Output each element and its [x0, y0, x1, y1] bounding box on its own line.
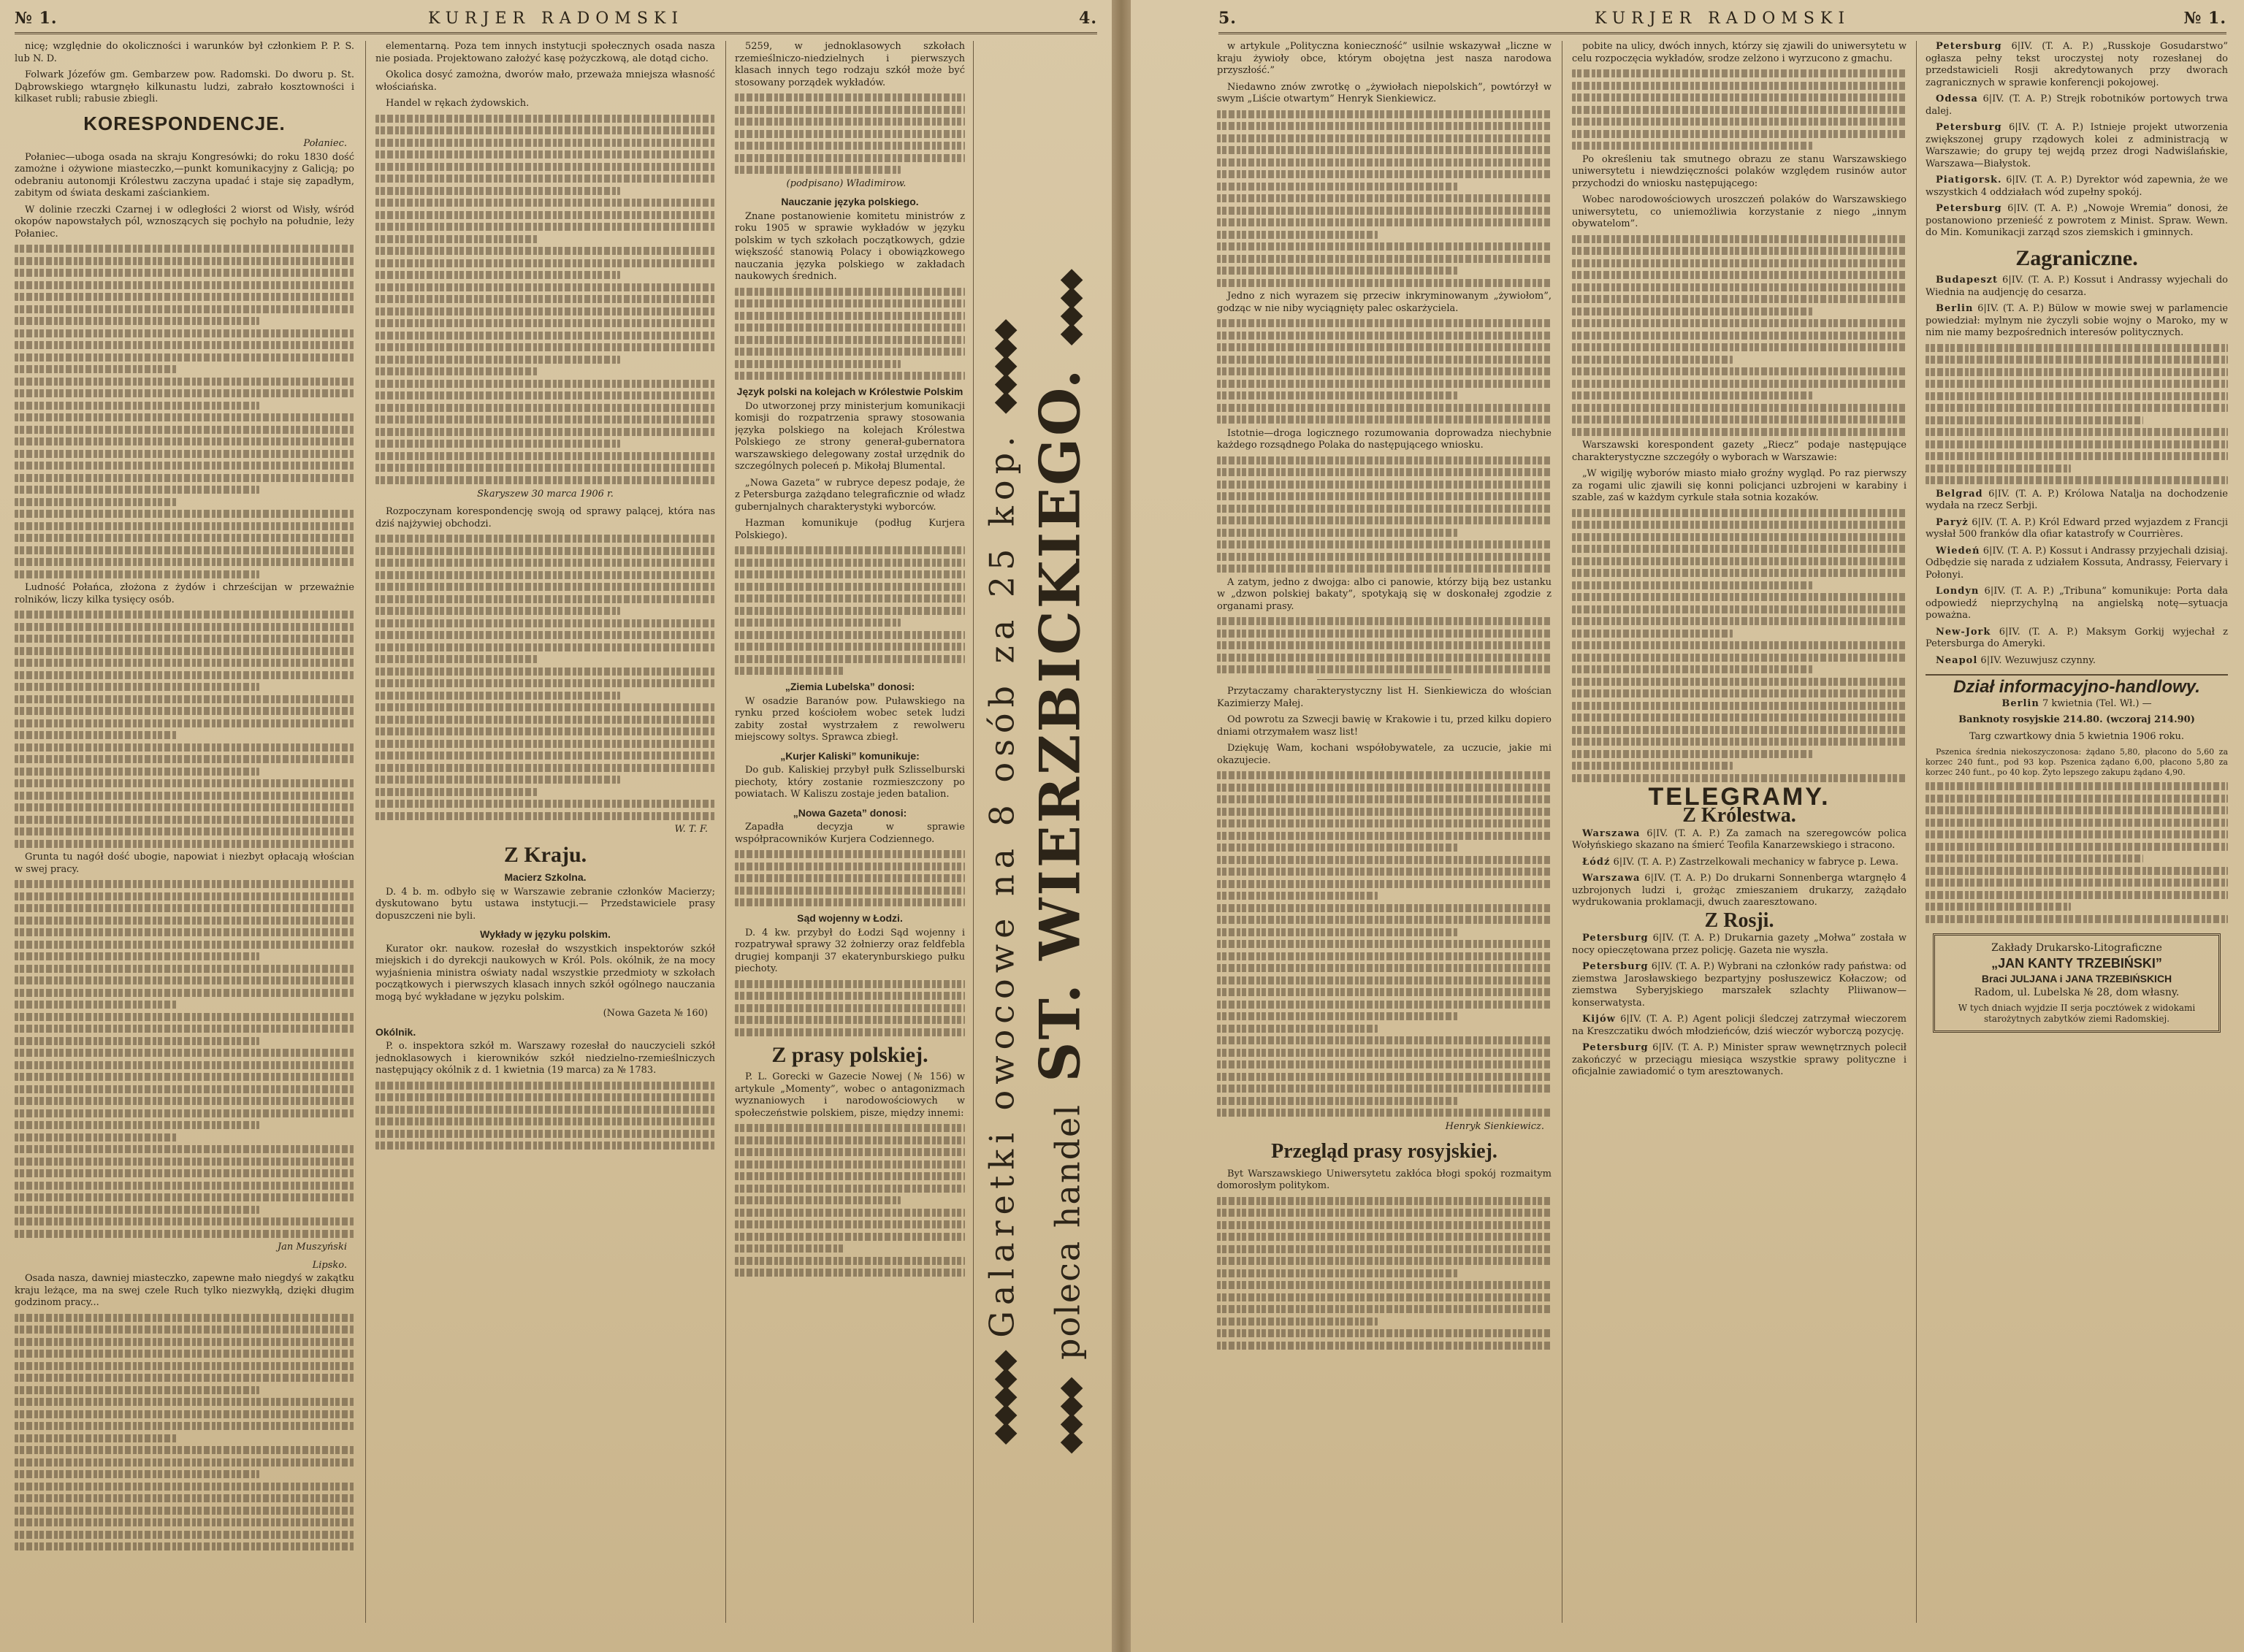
telegram-text: 6|IV. (T. A. P.) Drukarnia gazety „Mołwa” została w nocy opieczętowana przez policję. Gazeta nie wyszła. — [1572, 933, 1907, 956]
telegram-text: 6|IV. (T. A. P.) „Nowoje Wremia” donosi, że postanowiono przenieść z powrotem z Minist. Spraw. Wewn. do Min. Komunikacji zarząd szos ziemskich i gminnych. — [1926, 203, 2228, 238]
text-block — [1572, 69, 1907, 150]
text-block — [1217, 1197, 1552, 1350]
page-number: 4. — [1079, 9, 1097, 28]
paragraph: Istotnie—droga logicznego rozumowania doprowadza niechybnie każdego rozsądnego Polaka do następującego wniosku. — [1217, 427, 1552, 451]
section-heading-korespondencje: KORESPONDENCJE. — [83, 112, 286, 134]
telegram-city: Petersburg — [1582, 933, 1649, 944]
paragraph: Kurator okr. naukow. rozesłał do wszystkich inspektorów szkół miejskich i do dyrekcji naukowych w Król. Pols. okólnik, że na mocy wyjaśnienia ministra oświaty nadal wszystkie przedmioty w szkołach początkowych i pierwszych klasach innych szkół ogólnego nauczania mogą być wykładane w języku polskim. — [375, 943, 715, 1003]
market-city: Berlin — [2001, 697, 2039, 709]
paragraph: Warszawski korespondent gazety „Riecz” podaje następujące charakterystyczne szczegóły o wyborach w Warszawie: — [1572, 440, 1907, 463]
signature: Henryk Sienkiewicz. — [1445, 1120, 1544, 1132]
text-block — [375, 535, 715, 820]
subheading: Nauczanie języka polskiego. — [781, 196, 919, 207]
paragraph: „Nowa Gazeta” w rubryce depesz podaje, że z Petersburga zażądano telegraficznie od władz gubernjalnych charakterystyki wyborców. — [735, 477, 965, 513]
telegram-text: 6|IV. (T. A. P.) Królowa Natalja na dochodzenie wydała na rzecz Serbji. — [1926, 488, 2228, 511]
text-block — [15, 1314, 354, 1551]
telegram-city: Petersburg — [1582, 1042, 1649, 1053]
column-2 — [375, 41, 715, 1630]
paragraph: elementarną. Poza tem innych instytucji społecznych osada nasza nie posiada. Projektowano założyć kasę pożyczkową, ale dotąd cicho. — [375, 41, 715, 64]
subheading: Macierz Szkolna. — [504, 871, 587, 883]
section-heading-przeglad: Przegląd prasy rosyjskiej. — [1271, 1140, 1497, 1163]
column-rule — [365, 41, 366, 1623]
text-block — [1572, 509, 1907, 782]
ad-firm-name: „JAN KANTY TRZEBIŃSKI” — [1991, 955, 2162, 971]
ad-line-2a: poleca handel — [1047, 1103, 1088, 1360]
text-block — [15, 880, 354, 1238]
text-block — [1926, 782, 2228, 923]
ornament: ◆◆◆◆◆ — [987, 1353, 1021, 1445]
section-heading-telegramy: TELEGRAMY. — [1648, 782, 1831, 811]
paragraph: W dolinie rzeczki Czarnej i w odległości 2 wiorst od Wisły, wśród okopów napowstałych pól, wznoszących się pochyło na południe, leży Połaniec. — [15, 204, 354, 240]
telegram-city: Wiedeń — [1936, 545, 1980, 557]
ad-line: Zakłady Drukarsko-Litograficzne — [1991, 941, 2162, 954]
telegram-city: Warszawa — [1582, 827, 1641, 839]
paragraph: Byt Warszawskiego Uniwersytetu zakłóca błogi spokój rozmaitym domorosłym politykom. — [1217, 1168, 1552, 1191]
subheading: „Kurjer Kaliski” komunikuje: — [780, 749, 920, 762]
column-6 — [1926, 41, 2228, 1630]
right-page — [1131, 0, 2244, 1652]
subheading: „Ziemia Lubelska” donosi: — [785, 681, 915, 692]
subheading: Sąd wojenny w Łodzi. — [797, 912, 903, 924]
ad-address: Radom, ul. Lubelska № 28, dom własny. — [1974, 986, 2180, 998]
text-block — [1217, 771, 1552, 1117]
paragraph: Osada nasza, dawniej miasteczko, zapewne mało niegdyś w zakątku kraju leżące, ma na swej czele Ruch tylko niezwykłą, dzięki długim godzinom pracy... — [15, 1273, 354, 1308]
ad-line-2b: ST. WIERZBICKIEGO. — [1027, 367, 1093, 1082]
paragraph: Grunta tu nagół dość ubogie, napowiat i niezbyt opłacają włościan w swej pracy. — [15, 852, 354, 875]
telegram-text: 6|IV. (T. A. P.) Bülow w mowie swej w parlamencie powiedział: mylnym nie życzyli sobie wojny o Maroko, my w nim nie mamy bezpośrednich interesów politycznych. — [1926, 303, 2228, 338]
telegram-city: Belgrad — [1936, 488, 1983, 500]
page-gutter — [1112, 0, 1131, 1652]
subheading: „Nowa Gazeta” donosi: — [793, 806, 907, 819]
telegram-text: 6|IV. (T. A. P.) Za zamach na szeregowców polica Wołyńskiego skazano na śmierć Teofila Kanarzewskiego i stracono. — [1572, 827, 1907, 851]
paragraph: Folwark Józefów gm. Gembarzew pow. Radomski. Do dworu p. St. Dąbrowskiego wtargnęło kilkunastu ludzi, zabrało kosztowności i kilkaset rubli; rabusie zbiegli. — [15, 69, 354, 104]
ad-owners: Braci JULJANA i JANA TRZEBIŃSKICH — [1981, 972, 2172, 984]
telegram-city: Berlin — [1936, 303, 1974, 314]
telegram-city: Petersburg — [1936, 41, 2002, 52]
right-page-header — [1218, 4, 2226, 34]
text-block — [1217, 319, 1552, 424]
signature: Jan Muszyński — [277, 1242, 347, 1253]
paragraph: Jedno z nich wyrazem się przeciw inkryminowanym „żywiołom”, godząc w nie niby wyciągnięty palec oskarżyciela. — [1217, 291, 1552, 314]
paragraph: P. L. Gorecki w Gazecie Nowej (№ 156) w artykule „Momenty”, wobec o antagonizmach wyznaniowych i narodowościowych w społeczeństwie polskiem, pisze, między innemi: — [735, 1071, 965, 1119]
paragraph: pobite na ulicy, dwóch innych, którzy się zjawili do uniwersytetu w celu rozpoczęcia wykładów, srodze zelżono i wyrzucono z gmachu. — [1572, 41, 1907, 64]
market-date: Targ czwartkowy dnia 5 kwietnia 1906 roku. — [1969, 730, 2185, 742]
section-heading-dzial-handlowy: Dział informacyjno-handlowy. — [1926, 674, 2228, 694]
paragraph: Wobec narodowościowych uroszczeń polaków do Warszawskiego uniwersytetu, co uniemożliwia korzystanie z niego „innym obywatelom”. — [1572, 194, 1907, 229]
telegram-city: Warszawa — [1582, 873, 1641, 884]
paragraph: Do gub. Kaliskiej przybył pułk Szlisselburski piechoty, który zostanie rozmieszczony po powiatach. W Kaliszu zostaje jeden batalion. — [735, 765, 965, 800]
telegram-text: 6|IV. (T. A. P.) „Russkoje Gosudarstwo” ogłasza pełny tekst uroczystej noty rozesłanej do przedstawicieli Rosji akredytowanych przy dworach zagranicznych w sprawie konferencji pokojowej. — [1926, 41, 2228, 88]
market-line: 7 kwietnia (Tel. Wł.) — — [2042, 697, 2152, 709]
text-block — [735, 850, 965, 906]
paragraph: D. 4 b. m. odbyło się w Warszawie zebranie członków Macierzy; dyskutowano bytu ustawa instytucji.— Przedstawiciele prasy dopuszczeni nie byli. — [375, 886, 715, 922]
page-number: 5. — [1218, 9, 1237, 28]
source-note: (Nowa Gazeta № 160) — [603, 1008, 708, 1019]
column-4 — [1217, 41, 1552, 1630]
telegram-city: Neapol — [1936, 654, 1978, 666]
subsection-z-krolestwa: Z Królestwa. — [1682, 804, 1796, 827]
dateline: Skaryszew 30 marca 1906 r. — [477, 488, 614, 500]
section-heading-zagraniczne: Zagraniczne. — [2015, 245, 2138, 270]
paragraph: Ludność Połańca, złożona z żydów i chrześcijan w przeważnie rolników, liczy kilka tysięcy osób. — [15, 582, 354, 605]
telegram-city: Petersburg — [1582, 961, 1649, 972]
paragraph: „W wigilję wyborów miasto miało groźny wygląd. Po raz pierwszy za rogami ulic zjawili się konni policjanci uzbrojeni w karabiny i szable, zaś w każdym cyrkule stała sotnia kozaków. — [1572, 468, 1907, 503]
paragraph: Przytaczamy charakterystyczny list H. Sienkiewicza do włościan Kazimierzy Małej. — [1217, 686, 1552, 709]
paragraph: A zatym, jedno z dwojga: albo ci panowie, którzy biją bez ustanku w „dzwon polskiej bakaty”, spotykają się w doskonałej zgodzie z organami prasy. — [1217, 576, 1552, 612]
paragraph: Połaniec—uboga osada na skraju Kongresówki; do roku 1830 dość zamożne i ożywione miasteczko,—punkt komunikacyjny z Galicją; po odebraniu autonomji Królestwu zaczyna upadać i staje się zapadłym, zabitym od świata deskami zaściankiem. — [15, 151, 354, 199]
subheading: Wykłady w języku polskim. — [480, 928, 611, 940]
telegram-city: Budapeszt — [1936, 275, 1999, 286]
ornament: ◆◆◆◆◆ — [987, 323, 1021, 414]
paragraph: Rozpoczynam korespondencję swoją od sprawy palącej, która nas dziś najżywiej obchodzi. — [375, 506, 715, 529]
telegram-text: 6|IV. (T. A. P.) Kossut i Andrassy wyjechali do Wiednia na audjencję do cesarza. — [1926, 275, 2228, 298]
paragraph: Od powrotu za Szwecji bawię w Krakowie i tu, przed kilku dopiero dniami otrzymałem wasz list! — [1217, 714, 1552, 738]
telegram-text: 6|IV. (T. A. P.) Minister spraw wewnętrznych polecił zakończyć w przeciągu miesiąca wszystkie sprawy polityczne i oficjalnie zawiadomić o tym aresztowanych. — [1572, 1042, 1907, 1077]
text-block — [1572, 235, 1907, 436]
telegram-text: 6|IV. (T. A. P.) Istnieje projekt utworzenia zwiększonej grupy rządowych kolei z administracją w Warszawie; do grupy tej wejdą przez drogi Nadwiślańskie, Warszawa—Białystok. — [1926, 122, 2228, 169]
paragraph: Po określeniu tak smutnego obrazu ze stanu Warszawskiego uniwersytetu i niewdzięczności polaków względem rusinów autor przychodzi do wniosku następującego: — [1572, 153, 1907, 189]
text-block — [1217, 456, 1552, 573]
telegram-city: Londyn — [1936, 586, 1980, 597]
telegram-text: 6|IV. (T. A. P.) Wybrani na członków rady państwa: od ziemstwa Jarosławskiego bezpartyjny posłuszewicz Kołaczow; od ziemstwa Syberyjskiego marszałek szlachty Pliiwanow—konserwatysta. — [1572, 961, 1907, 1009]
text-block — [735, 1124, 965, 1277]
ad-line-1: Galaretki owocowe na 8 osób za 25 kop. — [982, 429, 1022, 1338]
telegram-text: 6|IV. Wezuwjusz czynny. — [1980, 654, 2096, 666]
section-heading-z-kraju: Z Kraju. — [503, 842, 587, 867]
dateline-place: Lipsko. — [312, 1259, 347, 1271]
paragraph: Okolica dosyć zamożna, dworów mało, przeważa mniejsza własność włościańska. — [375, 69, 715, 93]
masthead-title: KURJER RADOMSKI — [1594, 9, 1851, 28]
ad-note: W tych dniach wyjdzie II serja pocztówek z widokami starożytnych zabytków ziemi Radomskiej. — [1958, 1002, 2196, 1024]
telegram-city: Piatigorsk. — [1936, 175, 2002, 186]
left-page — [0, 0, 1112, 1652]
column-rule — [1916, 41, 1917, 1623]
paragraph: Handel w rękach żydowskich. — [386, 98, 530, 109]
telegram-text: 6|IV. (T. A. P.) Kossut i Andrassy przyjechali dzisiaj. Odbędzie się narada z udziałem Kossuta, Andrassy, Feiervary i Połonyi. — [1926, 545, 2228, 581]
telegram-text: 6|IV. (T. A. P.) Dyrektor wód zapewnia, że we wszystkich 4 oddziałach wód zupełny spokój. — [1926, 175, 2228, 198]
text-block — [735, 980, 965, 1036]
signature: (podpisano) Władimirow. — [786, 177, 907, 189]
section-heading-z-prasy: Z prasy polskiej. — [771, 1042, 928, 1067]
telegram-text: 6|IV. (T. A. P.) Agent policji śledczej zatrzymał wieczorem na Kreszczatiku dwóch młodzieńców, dziś wieczór wyborczą pozycję. — [1572, 1014, 1907, 1037]
paragraph: w artykule „Polityczna konieczność” usilnie wskazywał „liczne w kraju żywioły obce, którym obojętna jest nasza narodowa przyszłość.” — [1217, 41, 1552, 76]
column-1 — [15, 41, 354, 1630]
paragraph: Zapadła decyzja w sprawie współpracowników Kurjera Codziennego. — [735, 822, 965, 845]
masthead-title: KURJER RADOMSKI — [427, 9, 684, 28]
paragraph: nicę; względnie do okoliczności i warunków był członkiem P. P. S. lub N. D. — [15, 41, 354, 64]
ornament: ◆◆◆◆ — [1052, 272, 1087, 345]
left-page-header — [15, 4, 1097, 34]
issue-number: № 1. — [2183, 9, 2226, 28]
ornament: ◆◆◆◆ — [1052, 1380, 1087, 1453]
text-block — [735, 288, 965, 381]
telegram-text: 6|IV. (T. A. P.) Strejk robotników portowych trwa dalej. — [1926, 93, 2228, 117]
paragraph: Dziękuję Wam, kochani współobywatele, za uczucie, jakie mi okazujecie. — [1217, 743, 1552, 766]
telegram-text: 6|IV. (T. A. P.) Król Edward przed wyjazdem z Francji wysłał 500 franków dla ofiar katastrofy w Courrières. — [1926, 516, 2228, 540]
paragraph: W osadzie Baranów pow. Puławskiego na rynku przed kościołem wobec setek ludzi zabity został wystrzałem z rewolweru miejscowy soltys. Sprawca zbiegł. — [735, 695, 965, 743]
text-block — [735, 93, 965, 174]
text-block — [1217, 617, 1552, 673]
issue-number: № 1. — [15, 9, 58, 28]
telegram-text: 6|IV. (T. A. P.) Do drukarni Sonnenberga wtargnęło 4 uzbrojonych ludzi i, grożąc zmieszaniem drukarzy, zażądało wydrukowania proklamacji, dwuch zaaresztowano. — [1572, 873, 1907, 908]
text-block — [375, 1082, 715, 1150]
telegram-city: Petersburg — [1936, 203, 2002, 214]
telegram-city: Kijów — [1582, 1014, 1616, 1025]
signature: W. T. F. — [674, 824, 708, 835]
printing-house-advertisement — [1933, 933, 2221, 1033]
text-block — [1217, 110, 1552, 287]
paragraph: Hazman komunikuje (podług Kurjera Polskiego). — [735, 518, 965, 541]
paragraph: Niedawno znów zwrotkę o „żywiołach niepolskich”, powtórzył w swym „Liście otwartym” Henryk Sienkiewicz. — [1217, 81, 1552, 104]
column-5 — [1572, 41, 1907, 1630]
telegram-text: 6|IV. (T. A. P.) Zastrzelkowali mechanicy w fabryce p. Lewa. — [1613, 856, 1898, 868]
paragraph: Znane postanowienie komitetu ministrów z roku 1905 w sprawie wykładów w języku polskim w tych szkołach początkowych, gdzie większość stanowią Polacy i obowiązkowego nauczania języka polskiego w zakładach naukowych średnich. — [735, 210, 965, 282]
paragraph: D. 4 kw. przybył do Łodzi Sąd wojenny i rozpatrywał sprawy 32 żołnierzy oraz feldfebla drugiej kompanji 37 ekaterynburskiego pułku piechoty. — [735, 927, 965, 974]
subheading: Okólnik. — [375, 1025, 416, 1038]
telegram-city: Odessa — [1936, 93, 1978, 104]
telegram-city: Łódź — [1582, 856, 1611, 868]
subsection-z-rosji: Z Rosji. — [1704, 909, 1774, 932]
dateline-place: Połaniec. — [303, 138, 347, 149]
market-banknotes: Banknoty rosyjskie 214.80. (wczoraj 214.90) — [1958, 714, 2195, 725]
paragraph: Do utworzonej przy ministerjum komunikacji komisji do rozpatrzenia sprawy stosowania języka polskiego na kolejach Królestwa Polskiego ze strony generał-gubernatora warszawskiego delegowany został urzędnik do szczególnych poleceń p. Mikołaj Blumental. — [735, 400, 965, 472]
market-prices: Pszenica średnia niekoszyczonosa: żądano 5,80, płacono do 5,60 za korzec 240 funt., pod 93 kop. Pszenica żądano 6,00, płacono 5,80 za korzec 240 funt., po 40 kop. Żyto lepszego zakupu żądano 4,90. — [1926, 747, 2228, 777]
subheading: Język polski na kolejach w Królestwie Polskim — [736, 386, 963, 397]
text-block — [375, 115, 715, 484]
telegram-text: 6|IV. (T. A. P.) Maksym Gorkij wyjechał z Petersburga do Ameryki. — [1926, 626, 2228, 649]
telegram-city: New-Jork — [1936, 626, 1991, 638]
telegram-text: 6|IV. (T. A. P.) „Tribuna” komunikuje: Porta dała odpowiedź nieprzychylną na angielską notę—sytuacja poważna. — [1926, 586, 2228, 621]
column-3 — [735, 41, 965, 1630]
text-block — [15, 611, 354, 848]
separator — [1317, 679, 1451, 680]
vertical-advertisement — [972, 272, 1103, 1453]
telegram-city: Petersburg — [1936, 122, 2002, 133]
text-block — [15, 245, 354, 578]
paragraph: P. o. inspektora szkół m. Warszawy rozesłał do nauczycieli szkół jednoklasowych i kierowników szkół niedzielno-rzemieślniczych następujący okólnik z d. 1 kwietnia (19 marca) za № 1783. — [375, 1041, 715, 1076]
telegram-city: Paryż — [1936, 516, 1969, 528]
text-block — [735, 546, 965, 675]
paragraph: 5259, w jednoklasowych szkołach rzemieślniczo-niedzielnych i pierwszych klasach innych tego rodzaju szkół może być stosowany porządek wykładów. — [735, 41, 965, 88]
column-rule — [725, 41, 726, 1623]
text-block — [1926, 344, 2228, 485]
